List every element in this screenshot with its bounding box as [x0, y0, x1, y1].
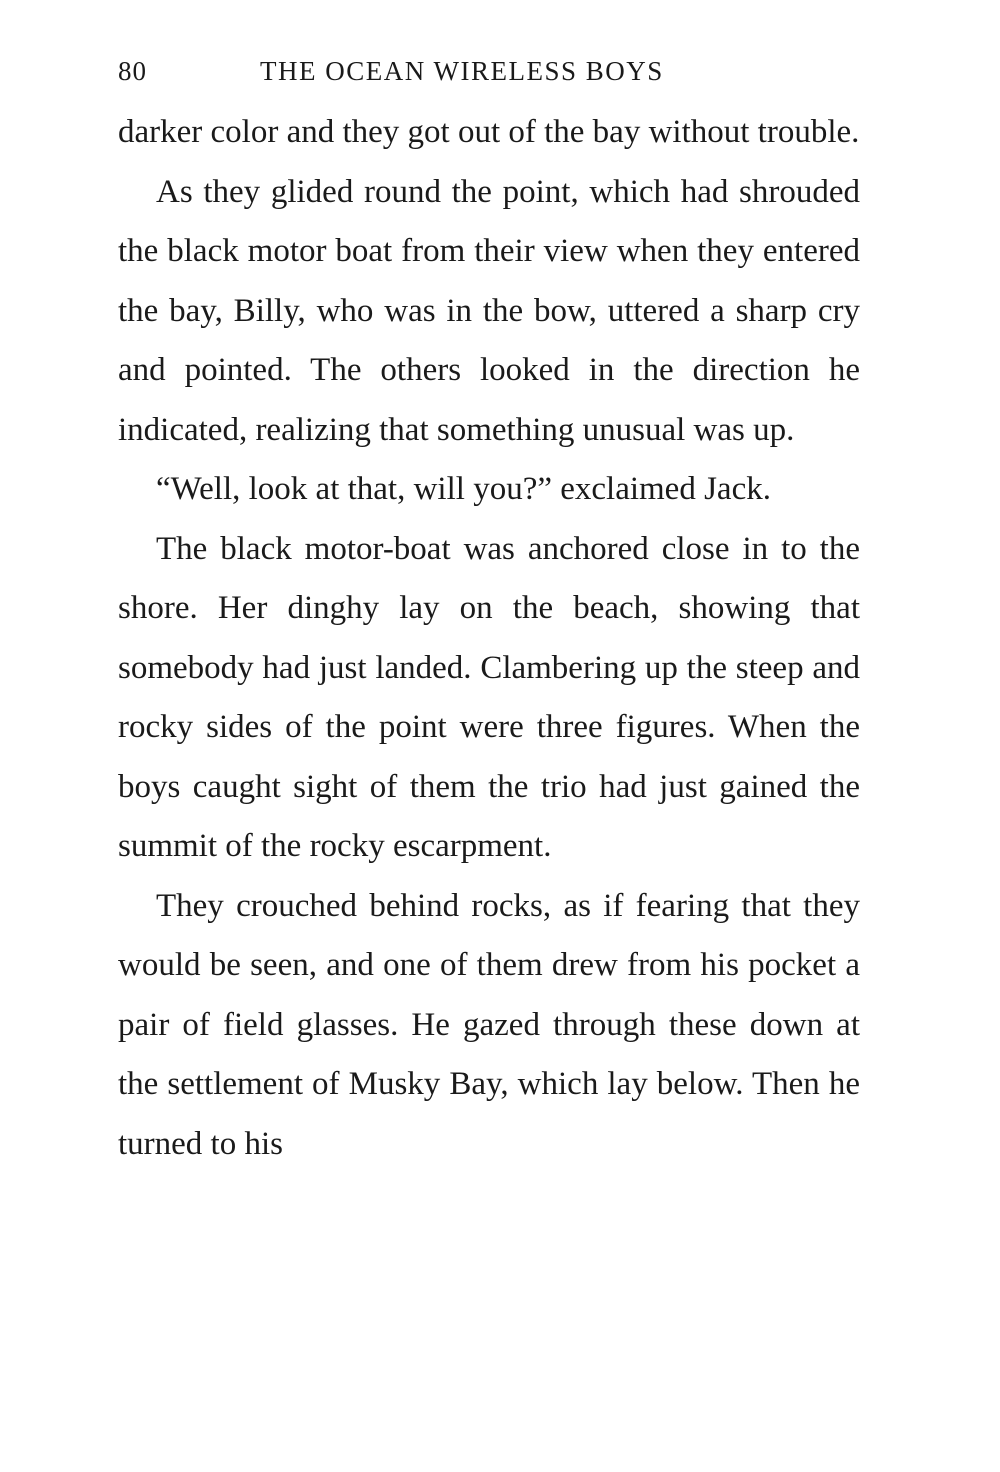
- page-number: 80: [118, 56, 147, 86]
- paragraph: “Well, look at that, will you?” exclaimed Jack.: [156, 471, 771, 507]
- paragraph: They crouched behind rocks, as if fearing that they would be seen, and one of them drew from his pocket a pair of field glasses. He gazed through these down at the settlement of Musky Bay, which lay below. Then he turned to his: [118, 887, 860, 1162]
- paragraph: The black motor-boat was anchored close in to the shore. Her dinghy lay on the beach, showing that somebody had just landed. Clambering up the steep and rocky sides of the point were three figures. When the boys caught sight of them the trio had just gained the summit of the rocky escarpment.: [118, 530, 860, 864]
- body-text: [118, 103, 860, 1174]
- book-title: THE OCEAN WIRELESS BOYS: [260, 56, 664, 86]
- paragraph-continued: darker color and they got out of the bay without trouble.: [118, 114, 860, 150]
- paragraph: As they glided round the point, which had shrouded the black motor boat from their view when they entered the bay, Billy, who was in the bow, uttered a sharp cry and pointed. The others looked in the direction he indicated, realizing that something unusual was up.: [118, 173, 860, 448]
- running-head: [118, 56, 858, 96]
